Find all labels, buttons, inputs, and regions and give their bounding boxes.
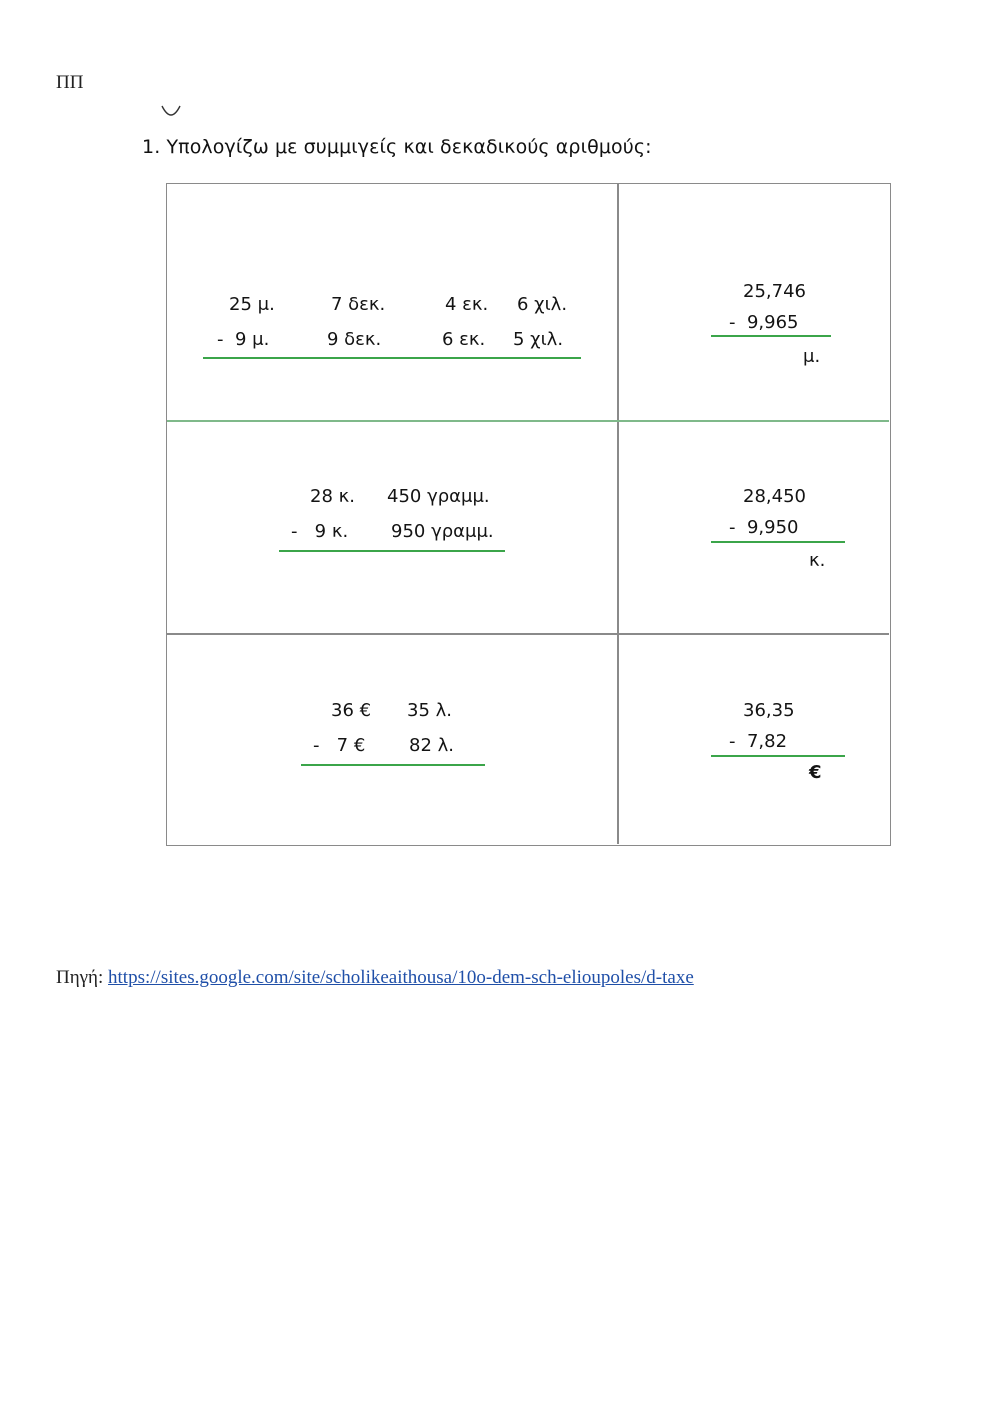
mixed-number-part: 950 γραμμ. [391, 521, 494, 542]
decimal-number: - 7,82 [729, 731, 788, 752]
mixed-number-part: 450 γραμμ. [387, 486, 490, 507]
unit-label: κ. [809, 550, 826, 571]
mixed-number-part: 7 δεκ. [331, 294, 386, 315]
mixed-number-part: 35 λ. [407, 700, 452, 721]
mixed-number-part: 28 κ. [310, 486, 355, 507]
mixed-number-part: 25 μ. [229, 294, 275, 315]
mixed-number-part: - 7 € [313, 735, 366, 756]
exercise-table [166, 183, 891, 846]
decimal-number: - 9,965 [729, 312, 799, 333]
decimal-number: 28,450 [743, 486, 806, 507]
source-link[interactable]: https://sites.google.com/site/scholikeaithousa/10o-dem-sch-elioupoles/d-taxe [108, 967, 694, 988]
column-divider [617, 184, 619, 844]
mixed-number-part: 6 χιλ. [517, 294, 568, 315]
decimal-number: - 9,950 [729, 517, 799, 538]
subtraction-line [711, 541, 845, 543]
subtraction-line [711, 755, 845, 757]
mixed-number-part: 36 € [331, 700, 372, 721]
task-title: 1. Υπολογίζω με συμμιγείς και δεκαδικούς αριθμούς: [142, 136, 652, 158]
mixed-number-part: - 9 μ. [217, 329, 270, 350]
decimal-number: 36,35 [743, 700, 795, 721]
decimal-number: 25,746 [743, 281, 806, 302]
subtraction-line [711, 335, 831, 337]
row-divider [167, 420, 889, 422]
subtraction-line [301, 764, 485, 766]
source-line [56, 967, 694, 989]
header-text: ΠΠ [56, 72, 84, 93]
mixed-number-part: 82 λ. [409, 735, 454, 756]
unit-label: € [809, 762, 822, 783]
unit-label: μ. [803, 346, 821, 367]
mixed-number-part: 4 εκ. [445, 294, 489, 315]
arc-icon [160, 104, 182, 120]
subtraction-line [203, 357, 581, 359]
subtraction-line [279, 550, 505, 552]
mixed-number-part: 6 εκ. [442, 329, 486, 350]
mixed-number-part: - 9 κ. [291, 521, 349, 542]
row-divider [167, 633, 889, 635]
mixed-number-part: 5 χιλ. [513, 329, 564, 350]
mixed-number-part: 9 δεκ. [327, 329, 382, 350]
source-label: Πηγή: [56, 967, 104, 988]
